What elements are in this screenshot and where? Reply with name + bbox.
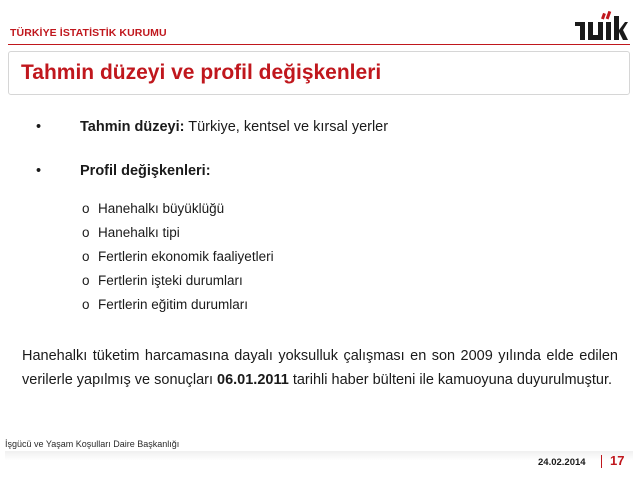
list-marker: o — [82, 225, 90, 240]
bullet-marker: • — [36, 119, 42, 135]
list-item-text: Hanehalkı tipi — [98, 225, 180, 240]
footer-divider — [601, 455, 602, 468]
bullet-label: Profil değişkenleri: — [80, 163, 211, 179]
list-item-text: Fertlerin ekonomik faaliyetleri — [98, 249, 274, 264]
list-marker: o — [82, 297, 90, 312]
bullet-marker: • — [36, 163, 42, 179]
list-marker: o — [82, 273, 90, 288]
summary-paragraph — [22, 345, 618, 392]
slide-title: Tahmin düzeyi ve profil değişkenleri — [21, 61, 382, 84]
footer-department: İşgücü ve Yaşam Koşulları Daire Başkanlığı — [5, 439, 180, 449]
list-item-text: Fertlerin eğitim durumları — [98, 297, 249, 312]
page-number: 17 — [610, 453, 625, 468]
list-marker: o — [82, 249, 90, 264]
paragraph-bold-date: 06.01.2011 — [217, 371, 289, 388]
list-item — [82, 201, 274, 225]
footer-date: 24.02.2014 — [538, 457, 586, 468]
list-item-text: Fertlerin işteki durumları — [98, 273, 243, 288]
header-divider — [8, 44, 630, 45]
list-marker: o — [82, 201, 90, 216]
list-item — [82, 249, 274, 273]
bullet-text: Türkiye, kentsel ve kırsal yerler — [184, 119, 389, 135]
list-item-text: Hanehalkı büyüklüğü — [98, 201, 225, 216]
tuik-logo — [572, 10, 628, 42]
list-item — [82, 225, 274, 249]
header-organization: TÜRKİYE İSTATİSTİK KURUMU — [10, 27, 167, 39]
bullet-label: Tahmin düzeyi: — [80, 119, 185, 135]
profile-variable-list — [82, 201, 274, 321]
paragraph-text-after: tarihli haber bülteni ile kamuoyuna duyurulmuştur. — [288, 371, 613, 388]
title-box — [8, 51, 630, 95]
list-item — [82, 297, 274, 321]
list-item — [82, 273, 274, 297]
paragraph-text-before: Hanehalkı tüketim harcamasına dayalı yoksulluk çalışması en son 2009 yılında elde edilen verilerle yapılmış ve sonuçları — [22, 348, 618, 388]
